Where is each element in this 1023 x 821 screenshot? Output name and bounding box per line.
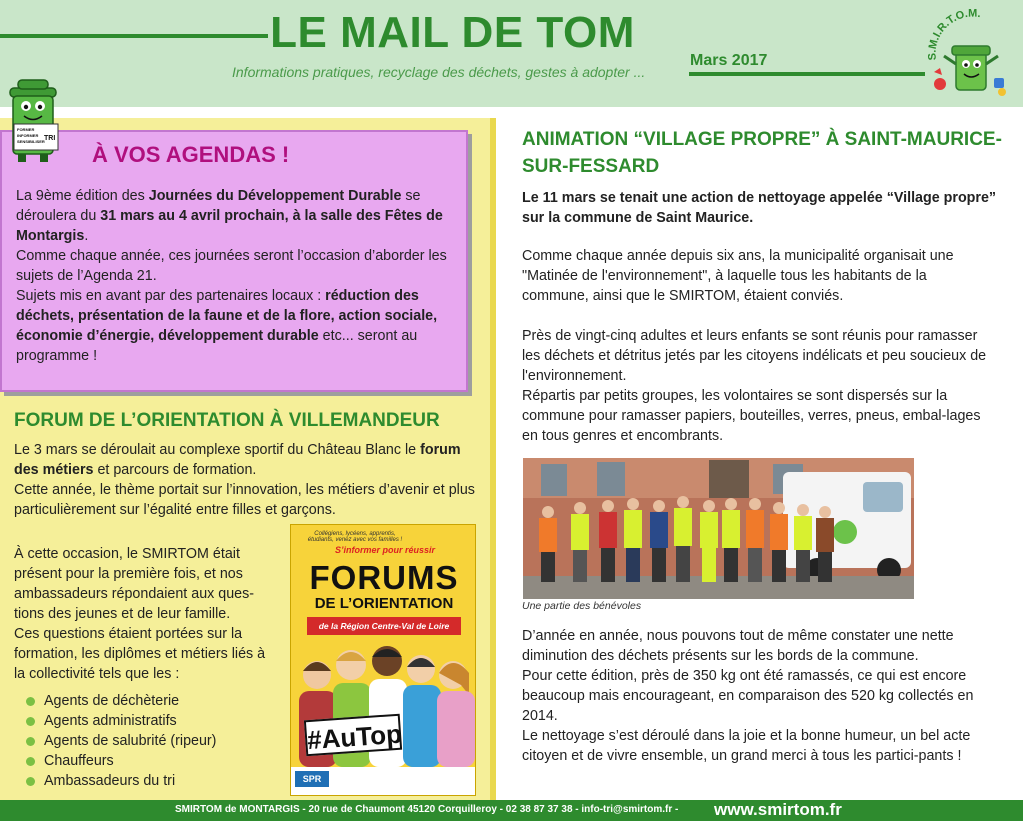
masthead-rule-right bbox=[689, 72, 925, 76]
poster-region: de la Région Centre-Val de Loire bbox=[307, 617, 461, 635]
photo-caption: Une partie des bénévoles bbox=[522, 600, 642, 612]
mascot-sign-word: TRI bbox=[44, 135, 56, 142]
issue-date: Mars 2017 bbox=[690, 52, 768, 69]
animation-paragraph-2: Près de vingt-cinq adultes et leurs enfants se sont réunis pour ramasser les déchets et détritus jetés par les citoyens indélicats et peu soucieux de l'environnement. bbox=[522, 328, 987, 384]
agenda-p1-e: . bbox=[84, 228, 89, 244]
forum-intro-c: et parcours de formation. bbox=[93, 462, 257, 478]
animation-paragraph-3: Répartis par petits groupes, les volontaires se sont dispersés sur la commune pour ramasser papiers, bouteilles, verres, pneus, embal-lages en tous genres et encombrants. bbox=[522, 388, 981, 444]
bullet-icon bbox=[26, 737, 35, 746]
list-item bbox=[26, 691, 216, 711]
forum-intro-2: Cette année, le thème portait sur l’innovation, les métiers d’avenir et plus particulièrement sur l’égalité entre filles et garçons. bbox=[14, 482, 475, 518]
agenda-text bbox=[16, 186, 462, 366]
animation-paragraph-1: Comme chaque année depuis six ans, la municipalité organisait une "Matinée de l'environnement", à laquelle tous les habitants de la commune, ainsi que le SMIRTOM, étaient conviés. bbox=[522, 248, 954, 304]
masthead-rule-left bbox=[0, 34, 268, 38]
poster-tagline: S’informer pour réussir bbox=[335, 545, 436, 555]
animation-end-2: Pour cette édition, près de 350 kg ont été ramassés, ce qui est encore beaucoup mais encourageant, en comparaison des 520 kg collectés en 2014. bbox=[522, 668, 974, 724]
agenda-p1-a: La 9ème édition des bbox=[16, 188, 149, 204]
poster-title-2: DE L’ORIENTATION bbox=[314, 595, 454, 612]
list-item bbox=[26, 771, 216, 791]
volunteers-photo bbox=[523, 458, 914, 599]
agenda-title: À VOS AGENDAS ! bbox=[92, 142, 290, 167]
footer-contact: SMIRTOM de MONTARGIS - 20 rue de Chaumont 45120 Corquilleroy - 02 38 87 37 38 - info-tri@smirtom.fr - bbox=[175, 804, 679, 815]
mascot-sign-line-3: SENSIBILISER bbox=[17, 139, 45, 144]
recycling-bin-mascot-icon bbox=[4, 78, 64, 164]
poster-hashtag: #AuTop bbox=[304, 714, 402, 757]
list-item bbox=[26, 731, 216, 751]
animation-end-1: D’année en année, nous pouvons tout de même constater une nette diminution des déchets présents sur les bords de la commune. bbox=[522, 628, 954, 664]
agenda-box bbox=[0, 130, 468, 392]
bullet-icon bbox=[26, 777, 35, 786]
animation-lead: Le 11 mars se tenait une action de nettoyage appelée “Village propre” sur la commune de Saint Maurice. bbox=[522, 190, 997, 226]
jobs-list bbox=[26, 691, 216, 791]
forum-para-1: À cette occasion, le SMIRTOM était présent pour la première fois, et nos ambassadeurs répondaient aux ques-tions des jeunes et de leur famille. bbox=[14, 546, 255, 622]
job-label: Agents de déchèterie bbox=[44, 693, 180, 709]
poster-top-line: Collégiens, lycéens, apprentis, étudiants, venez avec vos familles ! bbox=[307, 531, 403, 543]
logo-arc-text: S.M.I.R.T.O.M. bbox=[926, 8, 982, 61]
job-label: Ambassadeurs du tri bbox=[44, 773, 176, 789]
animation-body bbox=[522, 246, 990, 466]
agenda-p2: Comme chaque année, ces journées seront l’occasion d’aborder les sujets de l’Agenda 21. bbox=[16, 248, 447, 284]
masthead-title: LE MAIL DE TOM bbox=[270, 8, 635, 57]
animation-title: ANIMATION “VILLAGE PROPRE” À SAINT-MAURICE-SUR-FESSARD bbox=[522, 129, 1002, 177]
masthead-subtitle: Informations pratiques, recyclage des déchets, gestes à adopter ... bbox=[232, 64, 646, 80]
job-label: Agents administratifs bbox=[44, 713, 177, 729]
agenda-p3-b: réduction des déchets, présentation de la faune et de la flore, action sociale, économie d’énergie, développement durable bbox=[16, 288, 438, 344]
masthead bbox=[0, 0, 1023, 107]
forum-title: FORUM DE L’ORIENTATION À VILLEMANDEUR bbox=[14, 410, 440, 431]
forum-intro-b: forum des métiers bbox=[14, 442, 461, 478]
agenda-p3-c: etc... seront au programme ! bbox=[16, 328, 418, 364]
animation-end-3: Le nettoyage s’est déroulé dans la joie et la bonne humeur, un bel acte citoyen et de vivre ensemble, un grand merci à tous les partici-pants ! bbox=[522, 728, 971, 764]
agenda-p1-d: 31 mars au 4 avril prochain, à la salle des Fêtes de Montargis bbox=[16, 208, 443, 244]
forum-intro-a: Le 3 mars se déroulait au complexe sportif du Château Blanc le bbox=[14, 442, 421, 458]
forum-poster-image bbox=[290, 524, 476, 796]
agenda-p3-a: Sujets mis en avant par des partenaires locaux : bbox=[16, 288, 326, 304]
job-label: Chauffeurs bbox=[44, 753, 114, 769]
list-item bbox=[26, 751, 216, 771]
bullet-icon bbox=[26, 697, 35, 706]
left-column-edge bbox=[490, 118, 496, 800]
forum-paragraph bbox=[14, 544, 279, 684]
animation-conclusion bbox=[522, 626, 992, 766]
mascot-sign-line-2: INFORMER bbox=[17, 133, 39, 138]
bullet-icon bbox=[26, 717, 35, 726]
poster-title-1: FORUMS bbox=[309, 559, 459, 596]
agenda-p1-b: Journées du Développement Durable bbox=[148, 188, 402, 204]
agenda-p1-c: se déroulera du bbox=[16, 188, 421, 224]
footer bbox=[0, 800, 1023, 821]
forum-intro bbox=[14, 440, 484, 520]
list-item bbox=[26, 711, 216, 731]
bullet-icon bbox=[26, 757, 35, 766]
job-label: Agents de salubrité (ripeur) bbox=[44, 733, 217, 749]
smirtom-logo-icon bbox=[924, 8, 1020, 104]
poster-partner-logo: SPR bbox=[295, 771, 329, 787]
mascot-sign-line-1: FORMER bbox=[17, 127, 35, 132]
footer-website-link[interactable]: www.smirtom.fr bbox=[714, 800, 842, 819]
forum-para-2: Ces questions étaient portées sur la formation, les diplômes et métiers liés à la collectivité tels que les : bbox=[14, 626, 266, 682]
